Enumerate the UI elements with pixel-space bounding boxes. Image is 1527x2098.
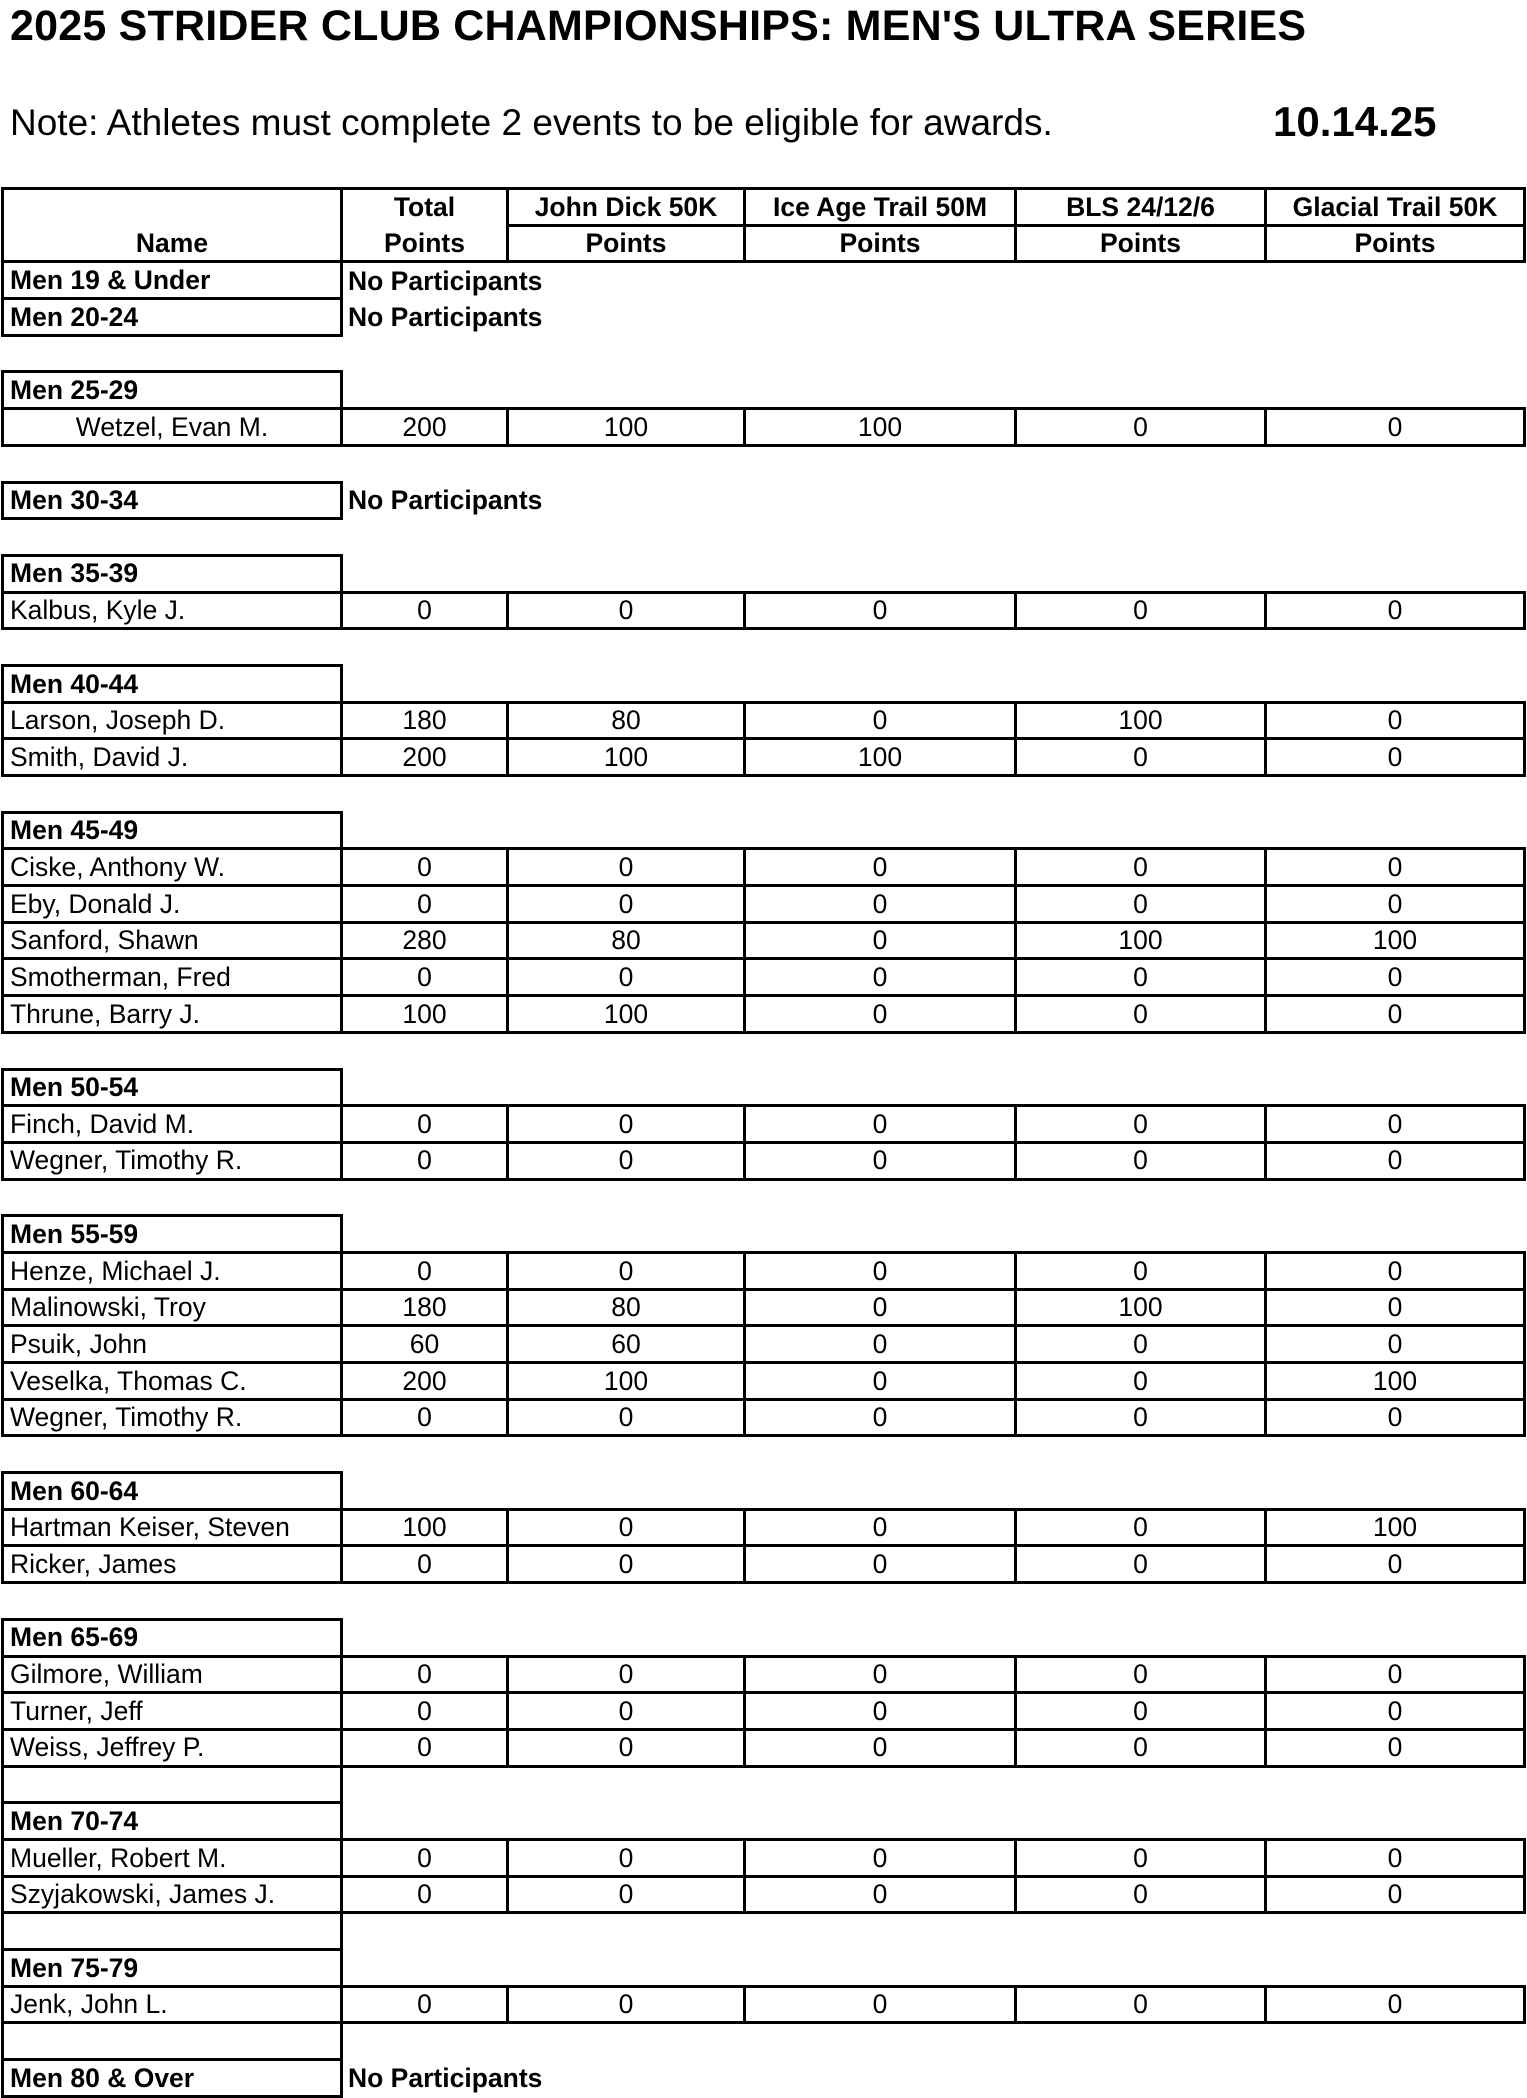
total-points: 280 [342, 922, 508, 959]
event-points-3: 0 [1016, 1399, 1266, 1436]
event-points-4: 0 [1266, 1252, 1525, 1289]
event-points-4: 0 [1266, 886, 1525, 923]
event-points-4: 0 [1266, 1839, 1525, 1876]
spacer-row [3, 1913, 1525, 1950]
category-name: Men 55-59 [3, 1216, 342, 1253]
total-points: 100 [342, 1509, 508, 1546]
category-row [3, 1069, 1525, 1106]
total-points: 0 [342, 959, 508, 996]
category-row [3, 1216, 1525, 1253]
event-points-4: 0 [1266, 1106, 1525, 1143]
event-points-3: 0 [1016, 1839, 1266, 1876]
athlete-name: Henze, Michael J. [3, 1252, 342, 1289]
results-table [1, 187, 1526, 2098]
spacer-row [3, 629, 1525, 666]
event-points-1: 0 [508, 1986, 745, 2023]
name-header: Name [3, 225, 342, 262]
spacer-cell [342, 776, 1525, 813]
spacer-row [3, 1032, 1525, 1069]
total-points: 0 [342, 1729, 508, 1766]
category-row [3, 812, 1525, 849]
event-points-4: 0 [1266, 1289, 1525, 1326]
event-points-1: 0 [508, 959, 745, 996]
category-fill [342, 1069, 1525, 1106]
category-name: Men 65-69 [3, 1619, 342, 1656]
category-row [3, 665, 1525, 702]
event-points-1: 100 [508, 996, 745, 1033]
athlete-name: Eby, Donald J. [3, 886, 342, 923]
athlete-name: Wegner, Timothy R. [3, 1142, 342, 1179]
athlete-row [3, 886, 1525, 923]
event-points-2: 0 [745, 996, 1016, 1033]
spacer-cell [342, 629, 1525, 666]
category-name: Men 40-44 [3, 665, 342, 702]
category-fill [342, 1803, 1525, 1840]
athlete-row [3, 1252, 1525, 1289]
athlete-name: Thrune, Barry J. [3, 996, 342, 1033]
event-points-4: 0 [1266, 409, 1525, 446]
event-points-2: 0 [745, 702, 1016, 739]
spacer-cell [3, 1766, 342, 1803]
athlete-name: Psuik, John [3, 1326, 342, 1363]
event-points-2: 0 [745, 1363, 1016, 1400]
event-points-3: 0 [1016, 1876, 1266, 1913]
event-points-3: 0 [1016, 592, 1266, 629]
event-points-4: 0 [1266, 1986, 1525, 2023]
total-points: 0 [342, 1876, 508, 1913]
event-points-1: 0 [508, 1252, 745, 1289]
athlete-row [3, 1839, 1525, 1876]
event-points-1: 80 [508, 702, 745, 739]
event-points-4: 100 [1266, 922, 1525, 959]
event-points-4: 0 [1266, 1729, 1525, 1766]
spacer-cell [3, 445, 342, 482]
spacer-cell [3, 335, 342, 372]
category-name: Men 25-29 [3, 372, 342, 409]
total-points: 0 [342, 1106, 508, 1143]
page-title: 2025 STRIDER CLUB CHAMPIONSHIPS: MEN'S ULTRA SERIES [10, 2, 1307, 50]
total-header-bottom: Points [342, 225, 508, 262]
spacer-row [3, 1436, 1525, 1473]
event-points-2: 0 [745, 1656, 1016, 1693]
athlete-name: Smith, David J. [3, 739, 342, 776]
event-points-4: 0 [1266, 592, 1525, 629]
event-points-4: 0 [1266, 1399, 1525, 1436]
athlete-name: Ricker, James [3, 1546, 342, 1583]
event-points-1: 0 [508, 1106, 745, 1143]
category-row [3, 1950, 1525, 1987]
event-points-3: 0 [1016, 849, 1266, 886]
event-points-1: 60 [508, 1326, 745, 1363]
event-points-3: 0 [1016, 1252, 1266, 1289]
event-points-4: 100 [1266, 1509, 1525, 1546]
spacer-cell [3, 776, 342, 813]
athlete-name: Jenk, John L. [3, 1986, 342, 2023]
eligibility-note: Note: Athletes must complete 2 events to be eligible for awards. [10, 102, 1053, 143]
event-points-2: 0 [745, 922, 1016, 959]
spacer-cell [342, 335, 1525, 372]
event-points-3: 0 [1016, 739, 1266, 776]
event-points-2: 0 [745, 1986, 1016, 2023]
athlete-name: Malinowski, Troy [3, 1289, 342, 1326]
total-points: 0 [342, 1986, 508, 2023]
event-points-1: 0 [508, 1693, 745, 1730]
athlete-row [3, 739, 1525, 776]
category-name: Men 20-24 [3, 299, 342, 336]
total-points: 0 [342, 1693, 508, 1730]
spacer-cell [3, 1583, 342, 1620]
athlete-row [3, 1876, 1525, 1913]
event-points-3: 0 [1016, 409, 1266, 446]
event-points-2: 0 [745, 1289, 1016, 1326]
event-points-4: 0 [1266, 996, 1525, 1033]
event-points-1: 0 [508, 1142, 745, 1179]
athlete-row [3, 1106, 1525, 1143]
athlete-row [3, 959, 1525, 996]
athlete-name: Turner, Jeff [3, 1693, 342, 1730]
event-points-1: 0 [508, 1729, 745, 1766]
event-points-2: 0 [745, 1326, 1016, 1363]
athlete-name: Ciske, Anthony W. [3, 849, 342, 886]
event-points-header-1: Points [508, 225, 745, 262]
event-points-header-4: Points [1266, 225, 1525, 262]
name-header-top [3, 189, 342, 226]
category-fill [342, 812, 1525, 849]
athlete-name: Gilmore, William [3, 1656, 342, 1693]
event-points-4: 0 [1266, 1326, 1525, 1363]
category-row [3, 262, 1525, 299]
event-header-2: Ice Age Trail 50M [745, 189, 1016, 226]
total-points: 100 [342, 996, 508, 1033]
event-points-1: 0 [508, 592, 745, 629]
event-points-3: 0 [1016, 1326, 1266, 1363]
athlete-row [3, 1986, 1525, 2023]
athlete-row [3, 1326, 1525, 1363]
spacer-cell [342, 1766, 1525, 1803]
category-row [3, 372, 1525, 409]
category-name: Men 60-64 [3, 1473, 342, 1510]
event-points-4: 0 [1266, 959, 1525, 996]
spacer-cell [3, 519, 342, 556]
athlete-row [3, 996, 1525, 1033]
total-points: 0 [342, 849, 508, 886]
category-row [3, 1803, 1525, 1840]
event-points-2: 0 [745, 1252, 1016, 1289]
spacer-cell [3, 2023, 342, 2060]
category-name: Men 35-39 [3, 555, 342, 592]
spacer-cell [342, 519, 1525, 556]
category-fill [342, 1216, 1525, 1253]
spacer-row [3, 519, 1525, 556]
athlete-row [3, 1693, 1525, 1730]
header-row-top [3, 189, 1525, 226]
total-points: 180 [342, 702, 508, 739]
spacer-cell [342, 1913, 1525, 1950]
category-fill [342, 1619, 1525, 1656]
category-fill [342, 1950, 1525, 1987]
spacer-row [3, 776, 1525, 813]
athlete-row [3, 1656, 1525, 1693]
event-points-3: 0 [1016, 1363, 1266, 1400]
category-name: Men 75-79 [3, 1950, 342, 1987]
event-header-4: Glacial Trail 50K [1266, 189, 1525, 226]
event-points-3: 100 [1016, 922, 1266, 959]
event-points-1: 0 [508, 849, 745, 886]
event-points-2: 0 [745, 1399, 1016, 1436]
event-points-header-2: Points [745, 225, 1016, 262]
event-header-3: BLS 24/12/6 [1016, 189, 1266, 226]
no-participants-label: No Participants [348, 485, 543, 516]
athlete-row [3, 1546, 1525, 1583]
athlete-name: Smotherman, Fred [3, 959, 342, 996]
event-points-3: 0 [1016, 1693, 1266, 1730]
category-row [3, 299, 1525, 336]
spacer-cell [342, 1436, 1525, 1473]
total-points: 60 [342, 1326, 508, 1363]
total-points: 180 [342, 1289, 508, 1326]
category-name: Men 30-34 [3, 482, 342, 519]
total-points: 200 [342, 739, 508, 776]
athlete-row [3, 1363, 1525, 1400]
event-points-1: 0 [508, 886, 745, 923]
athlete-name: Kalbus, Kyle J. [3, 592, 342, 629]
event-points-1: 100 [508, 739, 745, 776]
event-points-4: 0 [1266, 1693, 1525, 1730]
event-points-3: 0 [1016, 1509, 1266, 1546]
athlete-row [3, 849, 1525, 886]
athlete-name: Wetzel, Evan M. [3, 409, 342, 446]
event-points-3: 0 [1016, 1142, 1266, 1179]
event-points-3: 0 [1016, 1656, 1266, 1693]
total-header-top: Total [342, 189, 508, 226]
category-name: Men 80 & Over [3, 2060, 342, 2097]
event-points-1: 0 [508, 1839, 745, 1876]
spacer-cell [3, 1436, 342, 1473]
athlete-row [3, 409, 1525, 446]
event-points-3: 100 [1016, 1289, 1266, 1326]
event-points-1: 80 [508, 922, 745, 959]
spacer-row [3, 445, 1525, 482]
total-points: 0 [342, 1142, 508, 1179]
category-fill [342, 665, 1525, 702]
category-name: Men 70-74 [3, 1803, 342, 1840]
spacer-cell [342, 445, 1525, 482]
spacer-cell [3, 1179, 342, 1216]
event-points-3: 0 [1016, 886, 1266, 923]
total-points: 0 [342, 886, 508, 923]
event-points-2: 0 [745, 1106, 1016, 1143]
spacer-cell [3, 1032, 342, 1069]
event-points-4: 0 [1266, 702, 1525, 739]
event-points-4: 0 [1266, 1656, 1525, 1693]
no-participants-label: No Participants [348, 301, 543, 332]
event-points-2: 0 [745, 1509, 1016, 1546]
spacer-row [3, 1766, 1525, 1803]
athlete-row [3, 702, 1525, 739]
event-points-4: 0 [1266, 1876, 1525, 1913]
event-points-2: 0 [745, 1729, 1016, 1766]
spacer-cell [342, 1179, 1525, 1216]
spacer-cell [342, 1032, 1525, 1069]
event-points-2: 0 [745, 1546, 1016, 1583]
athlete-name: Szyjakowski, James J. [3, 1876, 342, 1913]
event-points-2: 0 [745, 1142, 1016, 1179]
event-points-4: 0 [1266, 1546, 1525, 1583]
total-points: 0 [342, 1399, 508, 1436]
total-points: 0 [342, 1546, 508, 1583]
event-points-4: 0 [1266, 739, 1525, 776]
athlete-name: Veselka, Thomas C. [3, 1363, 342, 1400]
category-fill [342, 555, 1525, 592]
event-points-1: 80 [508, 1289, 745, 1326]
event-points-3: 0 [1016, 1986, 1266, 2023]
athlete-row [3, 1399, 1525, 1436]
event-points-2: 0 [745, 959, 1016, 996]
event-points-3: 0 [1016, 1106, 1266, 1143]
total-points: 0 [342, 1656, 508, 1693]
event-points-3: 0 [1016, 1729, 1266, 1766]
athlete-name: Sanford, Shawn [3, 922, 342, 959]
spacer-cell [3, 1913, 342, 1950]
event-points-1: 0 [508, 1509, 745, 1546]
event-points-1: 100 [508, 1363, 745, 1400]
category-name: Men 19 & Under [3, 262, 342, 299]
category-row [3, 2060, 1525, 2097]
event-points-3: 0 [1016, 959, 1266, 996]
event-points-1: 100 [508, 409, 745, 446]
event-points-2: 0 [745, 1839, 1016, 1876]
event-points-2: 100 [745, 739, 1016, 776]
category-row [3, 555, 1525, 592]
category-row [3, 1619, 1525, 1656]
athlete-name: Larson, Joseph D. [3, 702, 342, 739]
total-points: 0 [342, 592, 508, 629]
athlete-name: Finch, David M. [3, 1106, 342, 1143]
spacer-row [3, 1179, 1525, 1216]
athlete-row [3, 1729, 1525, 1766]
event-points-2: 0 [745, 592, 1016, 629]
athlete-row [3, 922, 1525, 959]
spacer-cell [3, 629, 342, 666]
event-points-3: 0 [1016, 1546, 1266, 1583]
no-participants-label: No Participants [348, 265, 543, 296]
event-points-1: 0 [508, 1399, 745, 1436]
category-row [3, 482, 1525, 519]
header-row-bottom [3, 225, 1525, 262]
athlete-row [3, 1142, 1525, 1179]
event-points-1: 0 [508, 1656, 745, 1693]
event-points-3: 0 [1016, 996, 1266, 1033]
event-header-1: John Dick 50K [508, 189, 745, 226]
event-points-3: 100 [1016, 702, 1266, 739]
event-points-1: 0 [508, 1546, 745, 1583]
event-points-1: 0 [508, 1876, 745, 1913]
category-row [3, 1473, 1525, 1510]
category-name: Men 45-49 [3, 812, 342, 849]
spacer-row [3, 1583, 1525, 1620]
athlete-name: Wegner, Timothy R. [3, 1399, 342, 1436]
event-points-2: 0 [745, 886, 1016, 923]
total-points: 0 [342, 1839, 508, 1876]
total-points: 0 [342, 1252, 508, 1289]
category-fill [342, 372, 1525, 409]
athlete-row [3, 1289, 1525, 1326]
spacer-cell [342, 2023, 1525, 2060]
athlete-row [3, 592, 1525, 629]
total-points: 200 [342, 409, 508, 446]
event-points-2: 100 [745, 409, 1016, 446]
event-points-4: 0 [1266, 849, 1525, 886]
results-body [3, 189, 1525, 2097]
update-date: 10.14.25 [1273, 98, 1437, 145]
athlete-name: Hartman Keiser, Steven [3, 1509, 342, 1546]
event-points-header-3: Points [1016, 225, 1266, 262]
category-fill [342, 1473, 1525, 1510]
event-points-2: 0 [745, 849, 1016, 886]
no-participants-label: No Participants [348, 2062, 543, 2093]
total-points: 200 [342, 1363, 508, 1400]
event-points-4: 100 [1266, 1363, 1525, 1400]
athlete-row [3, 1509, 1525, 1546]
spacer-row [3, 2023, 1525, 2060]
spacer-cell [342, 1583, 1525, 1620]
athlete-name: Weiss, Jeffrey P. [3, 1729, 342, 1766]
athlete-name: Mueller, Robert M. [3, 1839, 342, 1876]
event-points-2: 0 [745, 1693, 1016, 1730]
category-name: Men 50-54 [3, 1069, 342, 1106]
event-points-2: 0 [745, 1876, 1016, 1913]
spacer-row [3, 335, 1525, 372]
event-points-4: 0 [1266, 1142, 1525, 1179]
